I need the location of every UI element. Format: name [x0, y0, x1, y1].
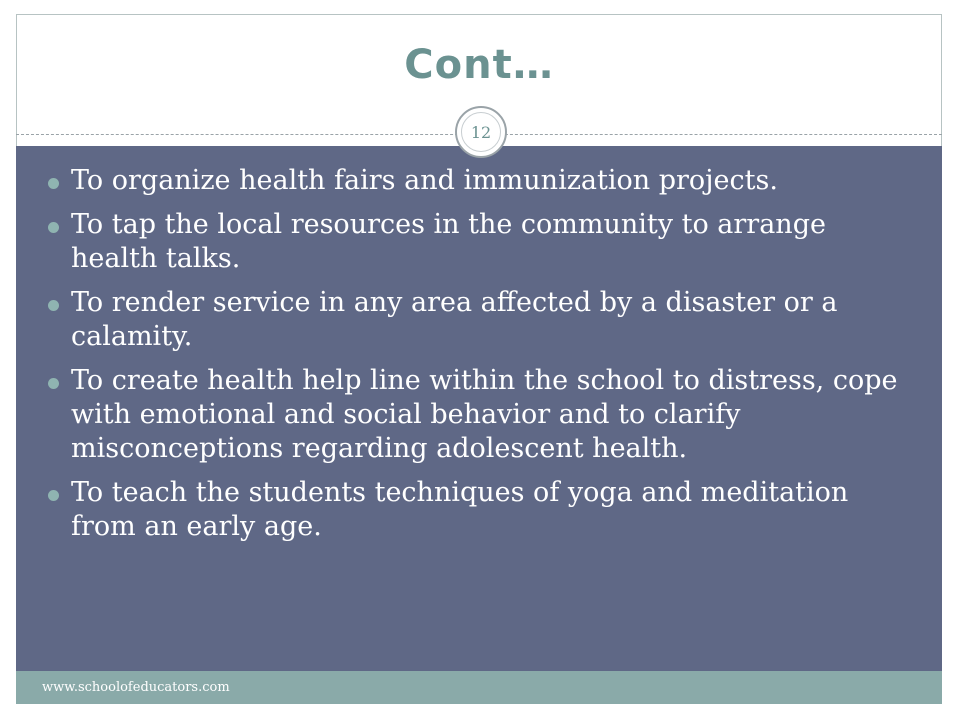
bullet-item — [48, 164, 908, 198]
bullet-dot-icon — [48, 222, 59, 233]
footer-url: www.schoolofeducators.com — [42, 680, 230, 695]
bullet-text: To create health help line within the school to distress, cope with emotional and social behavior and to clarify misconceptions regarding adolescent health. — [71, 365, 898, 464]
bullet-text: To teach the students techniques of yoga and meditation from an early age. — [71, 477, 849, 542]
bullet-list — [48, 164, 908, 554]
page-number: 12 — [470, 122, 492, 142]
bullet-text: To organize health fairs and immunization projects. — [71, 165, 778, 196]
slide-title: Cont… — [404, 42, 554, 88]
bullet-text: To tap the local resources in the community to arrange health talks. — [71, 209, 826, 274]
bullet-dot-icon — [48, 178, 59, 189]
bullet-dot-icon — [48, 300, 59, 311]
page-number-badge — [455, 106, 507, 158]
bullet-item — [48, 476, 908, 544]
bullet-text: To render service in any area affected by a disaster or a calamity. — [71, 287, 838, 352]
bullet-item — [48, 364, 908, 466]
bullet-item — [48, 208, 908, 276]
bullet-dot-icon — [48, 378, 59, 389]
bullet-dot-icon — [48, 490, 59, 501]
bullet-item — [48, 286, 908, 354]
